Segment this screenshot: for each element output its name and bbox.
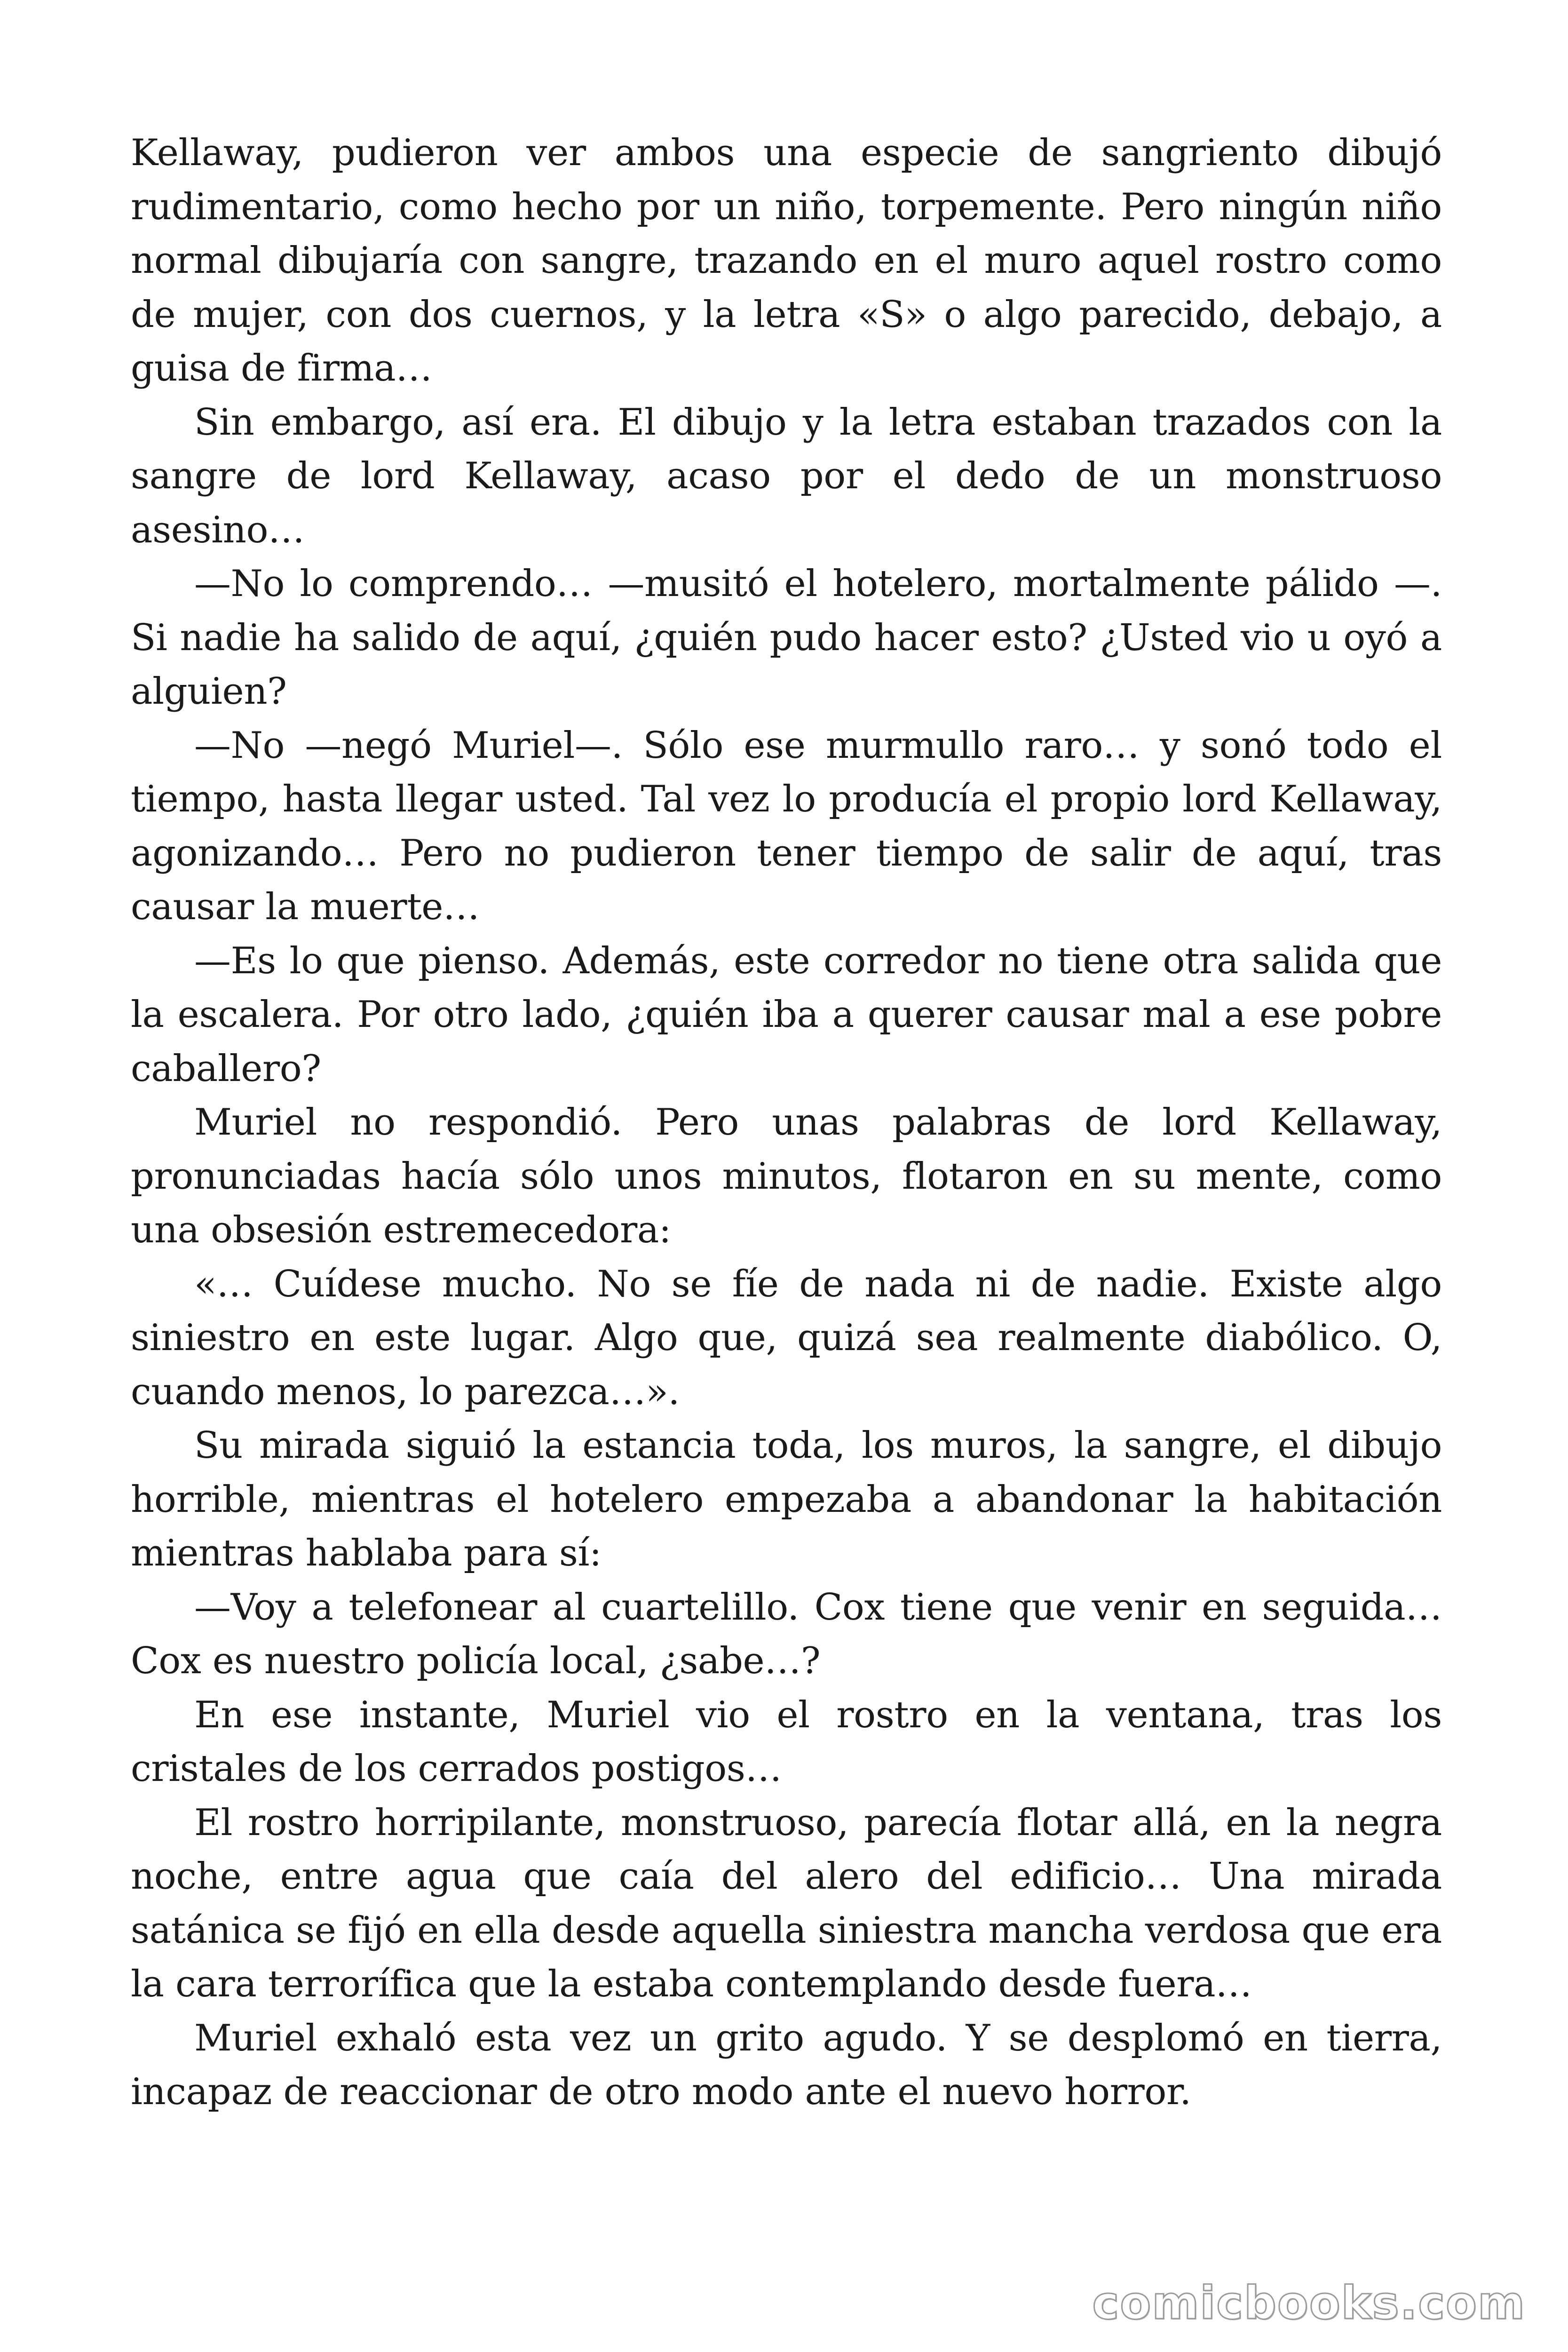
paragraph-continuation: Kellaway, pudieron ver ambos una especie de sangriento dibujó rudimentario, como hecho por un niño, torpemente. Pero ningún niño normal dibujaría con sangre, trazando en el muro aquel rostro como de mujer, con dos cuernos, y la letra «S» o algo parecido, debajo, a guisa de firma… [131,132,1442,389]
page-body [131,126,1442,2196]
paragraph-quote: «… Cuídese mucho. No se fíe de nada ni de nadie. Existe algo siniestro en este lugar. Algo que, quizá sea realmente diabólico. O, cuando menos, lo parezca…». [131,1263,1442,1413]
paragraph-dialogue: —No —negó Muriel—. Sólo ese murmullo raro… y sonó todo el tiempo, hasta llegar usted. Tal vez lo producía el propio lord Kellaway, agonizando… Pero no pudieron tener tiempo de salir de aquí, tras causar la muerte… [131,724,1442,928]
paragraph-dialogue: —Es lo que pienso. Además, este corredor no tiene otra salida que la escalera. Por otro lado, ¿quién iba a querer causar mal a ese pobre caballero? [131,939,1442,1090]
paragraph-dialogue: —Voy a telefonear al cuartelillo. Cox tiene que venir en seguida… Cox es nuestro policía local, ¿sabe…? [131,1586,1442,1682]
paragraph: Muriel exhaló esta vez un grito agudo. Y se desplomó en tierra, incapaz de reaccionar de otro modo ante el nuevo horror. [131,2017,1442,2113]
paragraph: Muriel no respondió. Pero unas palabras de lord Kellaway, pronunciadas hacía sólo unos minutos, flotaron en su mente, como una obsesión estremecedora: [131,1101,1442,1251]
paragraph: En ese instante, Muriel vio el rostro en la ventana, tras los cristales de los cerrados postigos… [131,1693,1442,1790]
paragraph-dialogue: —No lo comprendo… —musitó el hotelero, mortalmente pálido —. Si nadie ha salido de aquí, ¿quién pudo hacer esto? ¿Usted vio u oyó a alguien? [131,563,1442,713]
paragraph: El rostro horripilante, monstruoso, parecía flotar allá, en la negra noche, entre agua que caía del alero del edificio… Una mirada satánica se fijó en ella desde aquella siniestra mancha verdosa que era la cara terrorífica que la estaba contemplando desde fuera… [131,1801,1442,2005]
watermark-logo: comicbooks.com [1092,2277,1526,2329]
paragraph: Su mirada siguió la estancia toda, los muros, la sangre, el dibujo horrible, mientras el hotelero empezaba a abandonar la habitación mientras hablaba para sí: [131,1424,1442,1574]
paragraph: Sin embargo, así era. El dibujo y la letra estaban trazados con la sangre de lord Kellaway, acaso por el dedo de un monstruoso asesino… [131,401,1442,551]
